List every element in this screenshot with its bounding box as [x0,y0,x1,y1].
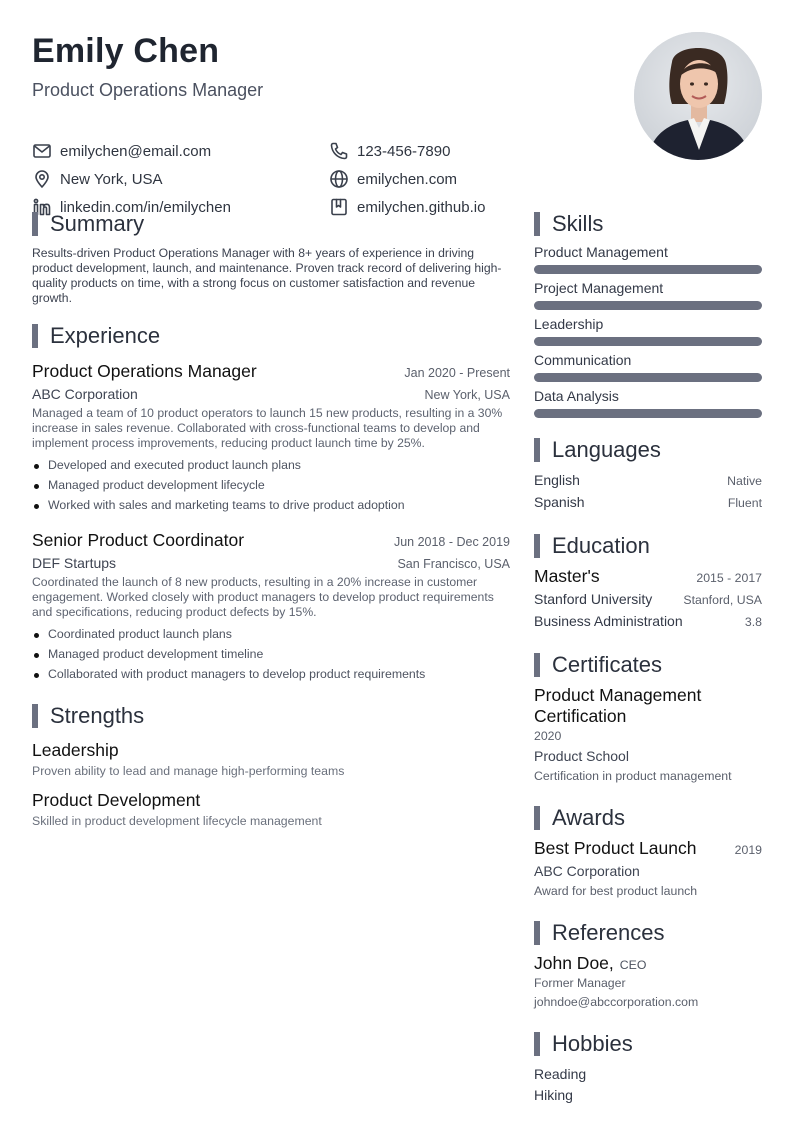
job-bullets [32,624,510,684]
email-text: emilychen@email.com [60,142,212,160]
languages-list [534,470,762,514]
candidate-name: Emily Chen [32,32,220,70]
skill-item [534,243,762,274]
right-column [534,210,762,1106]
contact-email[interactable] [32,139,211,163]
certificate-issuer: Product School [534,748,629,764]
award-description: Award for best product launch [534,884,698,898]
list-item: Coordinated product launch plans [32,624,510,644]
job-company: ABC Corporation [32,386,138,402]
strength-entry [32,788,510,830]
list-item: Worked with sales and marketing teams to drive product adoption [32,495,510,515]
job-title: Senior Product Coordinator [32,530,245,550]
award-name: Best Product Launch [534,838,697,858]
globe-icon [329,169,349,189]
resume-header [32,30,592,216]
skill-name: Product Management [534,244,668,260]
job-dates: Jan 2020 - Present [404,366,510,380]
language-level: Fluent [727,496,762,510]
job-title: Product Operations Manager [32,361,257,381]
list-item: Collaborated with product managers to develop product requirements [32,664,510,684]
location-text: New York, USA [60,170,163,188]
experience-entry [32,360,510,515]
skill-bar [534,265,762,274]
profile-photo [634,32,762,160]
list-item: Managed product development lifecycle [32,475,510,495]
section-title-summary: Summary [32,210,510,238]
hobbies-list [534,1064,762,1106]
language-item [534,492,762,514]
skill-bar [534,373,762,382]
language-item [534,470,762,492]
strength-title: Product Development [32,790,201,810]
education-school: Stanford University [534,591,653,607]
job-location: New York, USA [424,388,510,402]
certificate-year: 2020 [534,729,562,743]
award-year: 2019 [734,843,762,857]
contact-website[interactable] [329,167,457,191]
section-title-certificates: Certificates [534,651,762,679]
list-item: Developed and executed product launch plans [32,455,510,475]
list-item: Managed product development timeline [32,644,510,664]
mail-icon [32,141,52,161]
website-text: emilychen.com [357,170,458,188]
strength-entry [32,738,510,780]
strength-description: Skilled in product development lifecycle management [32,814,322,828]
education-dates: 2015 - 2017 [696,571,762,585]
github-text: emilychen.github.io [357,198,486,216]
reference-email[interactable]: johndoe@abccorporation.com [534,995,699,1009]
job-description: Managed a team of 10 product operators to launch 15 new products, resulting in a 30% increase in sales revenue. Collaborated with cross-functional teams to develop and implement process improvements, reducing product launch time by 25%. [32,406,503,450]
certificate-name: Product Management Certification [534,685,702,726]
reference-relation: Former Manager [534,976,626,990]
skill-name: Project Management [534,280,664,296]
education-gpa: 3.8 [744,615,762,629]
reference-entry [534,953,762,1012]
education-entry [534,566,762,633]
portrait-image [634,32,762,160]
phone-icon [329,141,349,161]
skill-item [534,279,762,310]
award-entry [534,838,762,901]
skill-bar [534,337,762,346]
summary-text: Results-driven Product Operations Manager with 8+ years of experience in driving product development, launch, and maintenance. Proven track record of delivering high-quality products on time, with a strong focus on customer satisfaction and revenue growth. [32,246,502,305]
skill-bar [534,409,762,418]
left-column [32,210,510,830]
job-bullets [32,455,510,515]
experience-entry [32,529,510,684]
certificate-entry [534,685,762,786]
reference-name: John Doe, [534,953,614,973]
skill-item [534,351,762,382]
skills-list [534,243,762,418]
section-title-education: Education [534,532,762,560]
job-location: San Francisco, USA [397,557,510,571]
candidate-title: Product Operations Manager [32,80,264,100]
education-location: Stanford, USA [683,593,762,607]
section-title-languages: Languages [534,436,762,464]
certificate-description: Certification in product management [534,769,732,783]
language-name: Spanish [534,494,585,510]
skill-name: Communication [534,352,632,368]
job-company: DEF Startups [32,555,117,571]
strength-title: Leadership [32,740,119,760]
job-dates: Jun 2018 - Dec 2019 [393,535,510,549]
section-title-references: References [534,919,762,947]
skill-item [534,387,762,418]
skill-item [534,315,762,346]
skill-name: Leadership [534,316,604,332]
section-title-strengths: Strengths [32,702,510,730]
reference-title: CEO [619,958,647,972]
job-description: Coordinated the launch of 8 new products, resulting in a 20% increase in customer engagement. Worked closely with product managers to develop product requirements and specifications, reducing product defects by 15%. [32,575,494,619]
language-level: Native [727,474,762,488]
phone-text: 123-456-7890 [357,142,451,160]
award-issuer: ABC Corporation [534,863,640,879]
education-field: Business Administration [534,613,683,629]
section-title-skills: Skills [534,210,762,238]
location-pin-icon [32,169,52,189]
hobby-item: Hiking [534,1087,573,1103]
contact-phone[interactable] [329,139,450,163]
linkedin-text: linkedin.com/in/emilychen [60,198,231,216]
language-name: English [534,472,580,488]
strength-description: Proven ability to lead and manage high-performing teams [32,764,345,778]
skill-name: Data Analysis [534,388,619,404]
section-title-hobbies: Hobbies [534,1030,762,1058]
skill-bar [534,301,762,310]
contact-location [32,167,163,191]
education-degree: Master's [534,566,600,586]
hobby-item: Reading [534,1066,587,1082]
section-title-experience: Experience [32,322,510,350]
section-title-awards: Awards [534,804,762,832]
